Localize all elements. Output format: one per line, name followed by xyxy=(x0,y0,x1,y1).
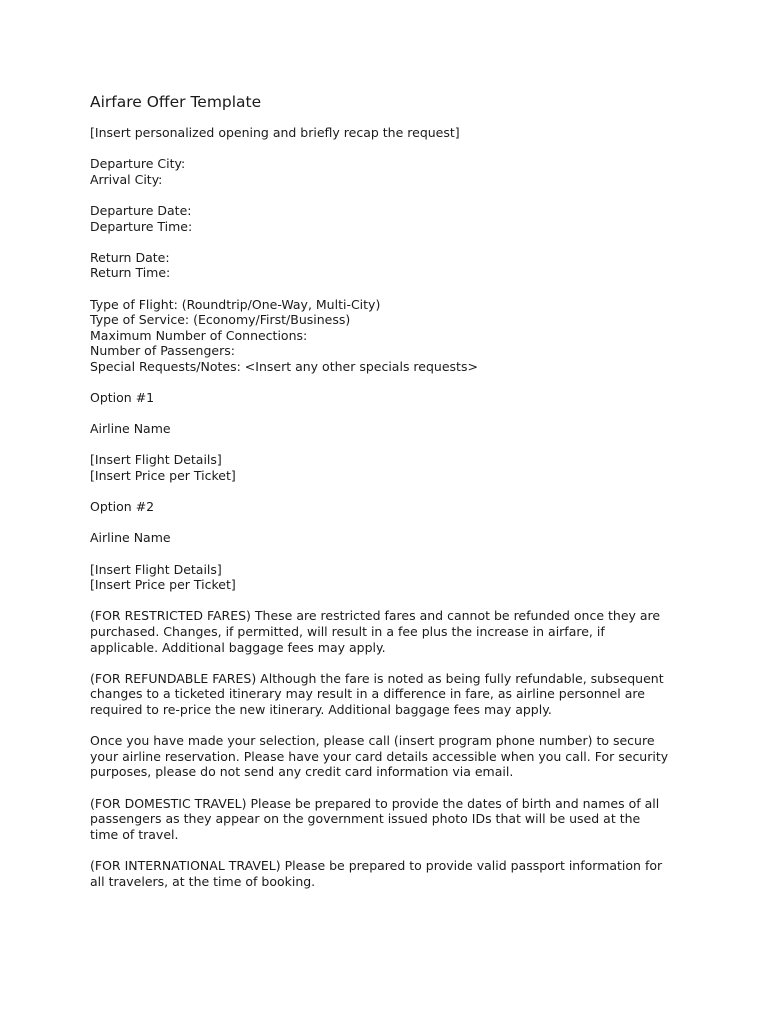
spacer xyxy=(90,375,690,391)
paragraph-line: all travelers, at the time of booking. xyxy=(90,873,316,889)
paragraph-line: (FOR REFUNDABLE FARES) Although the fare is noted as being fully refundable, subsequent xyxy=(90,670,664,686)
opening-placeholder: [Insert personalized opening and briefly recap the request] xyxy=(90,125,460,140)
spacer xyxy=(90,484,690,500)
spacer xyxy=(90,515,690,531)
option-1-flight-details: [Insert Flight Details] xyxy=(90,452,222,468)
paragraph-line: Once you have made your selection, please call (insert program phone number) to secure xyxy=(90,733,655,749)
departure-city-label: Departure City: xyxy=(90,156,186,172)
spacer xyxy=(90,141,690,157)
selection-paragraph xyxy=(90,733,690,780)
option-2-flight-details: [Insert Flight Details] xyxy=(90,561,222,577)
spacer xyxy=(90,187,690,203)
refundable-fares-paragraph xyxy=(90,671,690,718)
return-time-label: Return Time: xyxy=(90,265,171,281)
paragraph-line: passengers as they appear on the government issued photo IDs that will be used at the xyxy=(90,811,641,827)
spacer xyxy=(90,406,690,422)
document-page xyxy=(90,92,690,889)
spacer xyxy=(90,281,690,297)
paragraph-line: applicable. Additional baggage fees may apply. xyxy=(90,639,386,655)
restricted-fares-paragraph xyxy=(90,608,690,655)
return-date-label: Return Date: xyxy=(90,249,170,265)
paragraph-line: time of travel. xyxy=(90,826,179,842)
type-of-service-label: Type of Service: (Economy/First/Business) xyxy=(90,312,351,328)
paragraph-line: your airline reservation. Please have your card details accessible when you call. For security xyxy=(90,748,669,764)
max-connections-label: Maximum Number of Connections: xyxy=(90,327,308,343)
option-1-price: [Insert Price per Ticket] xyxy=(90,468,236,484)
spacer xyxy=(90,842,690,858)
spacer xyxy=(90,546,690,562)
option-1-heading: Option #1 xyxy=(90,390,155,406)
spacer xyxy=(90,437,690,453)
paragraph-line: required to re-price the new itinerary. Additional baggage fees may apply. xyxy=(90,701,552,717)
option-1-airline-name: Airline Name xyxy=(90,421,171,437)
international-travel-paragraph xyxy=(90,858,690,889)
paragraph-line: (FOR DOMESTIC TRAVEL) Please be prepared to provide the dates of birth and names of all xyxy=(90,795,660,811)
spacer xyxy=(90,718,690,734)
option-2-price: [Insert Price per Ticket] xyxy=(90,577,236,593)
paragraph-line: purchased. Changes, if permitted, will result in a fee plus the increase in airfare, if xyxy=(90,624,605,639)
departure-time-label: Departure Time: xyxy=(90,218,193,234)
domestic-travel-paragraph xyxy=(90,796,690,843)
type-of-flight-label: Type of Flight: (Roundtrip/One-Way, Multi-City) xyxy=(90,296,381,312)
option-2-heading: Option #2 xyxy=(90,499,155,515)
paragraph-line: (FOR INTERNATIONAL TRAVEL) Please be prepared to provide valid passport information for xyxy=(90,857,663,873)
paragraph-line: changes to a ticketed itinerary may result in a difference in fare, as airline personnel are xyxy=(90,686,645,702)
spacer xyxy=(90,234,690,250)
special-requests-label: Special Requests/Notes: <Insert any other specials requests> xyxy=(90,358,478,374)
num-passengers-label: Number of Passengers: xyxy=(90,343,235,359)
paragraph-line: (FOR RESTRICTED FARES) These are restricted fares and cannot be refunded once they are xyxy=(90,608,661,624)
paragraph-line: purposes, please do not send any credit card information via email. xyxy=(90,764,514,780)
departure-date-label: Departure Date: xyxy=(90,202,192,218)
document-title: Airfare Offer Template xyxy=(90,93,262,111)
spacer xyxy=(90,655,690,671)
arrival-city-label: Arrival City: xyxy=(90,171,163,187)
spacer xyxy=(90,780,690,796)
option-2-airline-name: Airline Name xyxy=(90,530,171,546)
spacer xyxy=(90,593,690,609)
